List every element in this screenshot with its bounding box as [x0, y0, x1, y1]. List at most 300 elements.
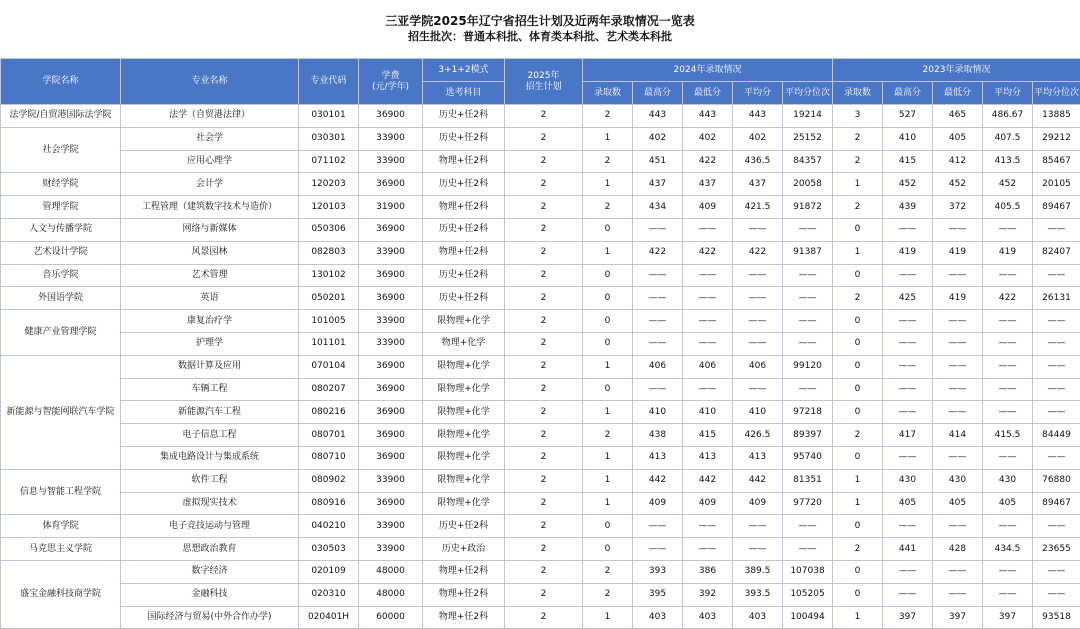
cell-plan: 2: [505, 310, 583, 333]
cell-major: 社会学: [121, 127, 299, 150]
table-row: [1, 515, 1080, 538]
cell-2024-avg: 421.5: [733, 196, 783, 219]
cell-subjects: 历史+任2科: [423, 105, 505, 128]
table-row: [1, 150, 1080, 173]
cell-2024-count: 0: [583, 310, 633, 333]
col-2024-min: 最低分: [683, 82, 733, 105]
cell-2023-min: 405: [933, 127, 983, 150]
cell-2024-min: 409: [683, 196, 733, 219]
cell-2024-rank: 19214: [783, 105, 833, 128]
cell-subjects: 物理+任2科: [423, 196, 505, 219]
cell-code: 130102: [299, 264, 359, 287]
col-subjects: 选考科目: [423, 82, 505, 105]
col-fee: 学费 (元/学年): [359, 59, 423, 105]
cell-2024-count: 2: [583, 583, 633, 606]
cell-2023-avg: 452: [983, 173, 1033, 196]
cell-2024-max: 413: [633, 446, 683, 469]
cell-2023-count: 2: [833, 127, 883, 150]
cell-major: 电子竞技运动与管理: [121, 515, 299, 538]
cell-code: 080916: [299, 492, 359, 515]
cell-2023-avg: 430: [983, 469, 1033, 492]
cell-2023-count: 1: [833, 173, 883, 196]
cell-major: 康复治疗学: [121, 310, 299, 333]
cell-2023-count: 1: [833, 241, 883, 264]
cell-2023-rank: ——: [1033, 310, 1080, 333]
cell-2023-min: 419: [933, 287, 983, 310]
cell-code: 080207: [299, 378, 359, 401]
cell-2024-rank: ——: [783, 287, 833, 310]
cell-major: 电子信息工程: [121, 424, 299, 447]
cell-2024-min: 422: [683, 150, 733, 173]
cell-2023-min: ——: [933, 218, 983, 241]
cell-college: 健康产业管理学院: [1, 310, 121, 356]
cell-code: 040210: [299, 515, 359, 538]
cell-2024-max: 403: [633, 606, 683, 629]
cell-plan: 2: [505, 469, 583, 492]
cell-2024-min: 403: [683, 606, 733, 629]
cell-2024-count: 1: [583, 492, 633, 515]
cell-2023-min: ——: [933, 515, 983, 538]
cell-2024-min: 413: [683, 446, 733, 469]
cell-2024-rank: 84357: [783, 150, 833, 173]
cell-code: 101005: [299, 310, 359, 333]
cell-fee: 36900: [359, 264, 423, 287]
cell-2023-count: 1: [833, 606, 883, 629]
cell-2023-min: ——: [933, 583, 983, 606]
cell-2024-avg: ——: [733, 538, 783, 561]
cell-2024-rank: ——: [783, 218, 833, 241]
cell-code: 050306: [299, 218, 359, 241]
cell-2024-rank: 91387: [783, 241, 833, 264]
table-row: [1, 287, 1080, 310]
cell-college: 社会学院: [1, 127, 121, 173]
cell-2023-min: 412: [933, 150, 983, 173]
table-row: [1, 218, 1080, 241]
cell-plan: 2: [505, 560, 583, 583]
cell-2024-avg: 409: [733, 492, 783, 515]
cell-2023-min: 414: [933, 424, 983, 447]
cell-2023-count: 0: [833, 218, 883, 241]
cell-fee: 33900: [359, 241, 423, 264]
cell-2024-rank: 20058: [783, 173, 833, 196]
cell-2023-min: 405: [933, 492, 983, 515]
cell-2023-max: ——: [883, 560, 933, 583]
cell-2024-count: 0: [583, 515, 633, 538]
cell-2024-min: 402: [683, 127, 733, 150]
cell-2023-max: 419: [883, 241, 933, 264]
cell-2023-rank: 23655: [1033, 538, 1080, 561]
cell-2024-max: ——: [633, 332, 683, 355]
cell-2024-rank: 97218: [783, 401, 833, 424]
cell-major: 法学（自贸港法律）: [121, 105, 299, 128]
table-row: [1, 332, 1080, 355]
cell-2024-max: 395: [633, 583, 683, 606]
cell-2024-max: 437: [633, 173, 683, 196]
cell-code: 080902: [299, 469, 359, 492]
cell-2023-count: 1: [833, 492, 883, 515]
cell-2024-count: 2: [583, 105, 633, 128]
cell-2023-rank: 85467: [1033, 150, 1080, 173]
cell-major: 软件工程: [121, 469, 299, 492]
col-2024-max: 最高分: [633, 82, 683, 105]
cell-major: 车辆工程: [121, 378, 299, 401]
cell-2023-avg: ——: [983, 560, 1033, 583]
cell-2023-avg: 422: [983, 287, 1033, 310]
cell-fee: 33900: [359, 127, 423, 150]
cell-subjects: 物理+任2科: [423, 560, 505, 583]
cell-2023-avg: ——: [983, 332, 1033, 355]
cell-2023-avg: ——: [983, 583, 1033, 606]
cell-2024-count: 0: [583, 332, 633, 355]
cell-2024-min: 437: [683, 173, 733, 196]
cell-2024-rank: 105205: [783, 583, 833, 606]
cell-2024-avg: ——: [733, 287, 783, 310]
cell-2023-min: 430: [933, 469, 983, 492]
cell-2024-max: 443: [633, 105, 683, 128]
cell-2023-avg: ——: [983, 310, 1033, 333]
cell-fee: 36900: [359, 355, 423, 378]
cell-college: 艺术设计学院: [1, 241, 121, 264]
cell-2023-rank: 82407: [1033, 241, 1080, 264]
cell-code: 030301: [299, 127, 359, 150]
cell-plan: 2: [505, 492, 583, 515]
cell-college: 信息与智能工程学院: [1, 469, 121, 515]
cell-2024-count: 1: [583, 469, 633, 492]
cell-plan: 2: [505, 538, 583, 561]
table-row: [1, 127, 1080, 150]
cell-2024-count: 0: [583, 538, 633, 561]
cell-2024-count: 1: [583, 401, 633, 424]
cell-plan: 2: [505, 241, 583, 264]
cell-2024-rank: 81351: [783, 469, 833, 492]
cell-subjects: 限物理+化学: [423, 355, 505, 378]
cell-college: 财经学院: [1, 173, 121, 196]
cell-2024-avg: 437: [733, 173, 783, 196]
cell-2024-count: 1: [583, 173, 633, 196]
cell-2024-avg: 436.5: [733, 150, 783, 173]
col-2024-count: 录取数: [583, 82, 633, 105]
cell-college: 音乐学院: [1, 264, 121, 287]
cell-2023-avg: 407.5: [983, 127, 1033, 150]
cell-2023-min: ——: [933, 264, 983, 287]
cell-2024-avg: ——: [733, 378, 783, 401]
table-row: [1, 606, 1080, 629]
col-major: 专业名称: [121, 59, 299, 105]
cell-2023-avg: 405: [983, 492, 1033, 515]
cell-2023-avg: 419: [983, 241, 1033, 264]
cell-2024-rank: 99120: [783, 355, 833, 378]
cell-fee: 36900: [359, 446, 423, 469]
table-row: [1, 560, 1080, 583]
cell-2023-count: 2: [833, 424, 883, 447]
cell-2024-count: 2: [583, 424, 633, 447]
cell-2023-rank: ——: [1033, 378, 1080, 401]
col-2024-rank: 平均分位次: [783, 82, 833, 105]
cell-2024-rank: ——: [783, 264, 833, 287]
table-row: [1, 241, 1080, 264]
cell-2023-count: 0: [833, 446, 883, 469]
cell-2023-count: 0: [833, 264, 883, 287]
cell-2024-min: ——: [683, 264, 733, 287]
cell-2024-avg: 410: [733, 401, 783, 424]
admission-table: [0, 58, 1080, 629]
cell-subjects: 限物理+化学: [423, 469, 505, 492]
cell-fee: 36900: [359, 378, 423, 401]
cell-2024-min: 410: [683, 401, 733, 424]
cell-plan: 2: [505, 150, 583, 173]
cell-2023-min: 397: [933, 606, 983, 629]
cell-2023-min: ——: [933, 401, 983, 424]
cell-2023-max: ——: [883, 378, 933, 401]
cell-2023-rank: 29212: [1033, 127, 1080, 150]
cell-2023-count: 0: [833, 310, 883, 333]
cell-college: 管理学院: [1, 196, 121, 219]
cell-2024-min: 443: [683, 105, 733, 128]
cell-code: 120203: [299, 173, 359, 196]
cell-2024-min: ——: [683, 310, 733, 333]
cell-2024-count: 2: [583, 150, 633, 173]
cell-2023-count: 2: [833, 150, 883, 173]
cell-2023-count: 0: [833, 332, 883, 355]
cell-2023-rank: ——: [1033, 583, 1080, 606]
cell-2024-rank: ——: [783, 515, 833, 538]
cell-2023-rank: ——: [1033, 515, 1080, 538]
cell-plan: 2: [505, 378, 583, 401]
col-2023-count: 录取数: [833, 82, 883, 105]
cell-college: 体育学院: [1, 515, 121, 538]
cell-2023-rank: 76880: [1033, 469, 1080, 492]
cell-2023-min: ——: [933, 355, 983, 378]
cell-2024-max: ——: [633, 378, 683, 401]
cell-fee: 33900: [359, 538, 423, 561]
cell-2024-count: 1: [583, 127, 633, 150]
cell-2023-avg: ——: [983, 446, 1033, 469]
cell-2023-avg: 405.5: [983, 196, 1033, 219]
cell-fee: 33900: [359, 150, 423, 173]
cell-plan: 2: [505, 515, 583, 538]
cell-college: 新能源与智能网联汽车学院: [1, 355, 121, 469]
cell-2024-rank: 89397: [783, 424, 833, 447]
cell-2024-avg: ——: [733, 264, 783, 287]
cell-2024-max: 406: [633, 355, 683, 378]
cell-2024-avg: 389.5: [733, 560, 783, 583]
cell-2023-rank: ——: [1033, 264, 1080, 287]
cell-subjects: 物理+任2科: [423, 606, 505, 629]
col-2024: 2024年录取情况: [583, 59, 833, 82]
cell-2024-min: ——: [683, 218, 733, 241]
cell-major: 风景园林: [121, 241, 299, 264]
cell-2024-avg: ——: [733, 515, 783, 538]
cell-code: 082803: [299, 241, 359, 264]
cell-subjects: 历史+任2科: [423, 515, 505, 538]
cell-2023-max: 441: [883, 538, 933, 561]
cell-2024-max: 422: [633, 241, 683, 264]
cell-2024-count: 2: [583, 560, 633, 583]
cell-code: 120103: [299, 196, 359, 219]
cell-college: 盛宝金融科技商学院: [1, 560, 121, 628]
cell-plan: 2: [505, 401, 583, 424]
cell-2023-max: 425: [883, 287, 933, 310]
table-row: [1, 469, 1080, 492]
cell-2024-avg: 406: [733, 355, 783, 378]
cell-2023-rank: 89467: [1033, 492, 1080, 515]
cell-2024-max: 393: [633, 560, 683, 583]
cell-2023-rank: 26131: [1033, 287, 1080, 310]
cell-2024-max: ——: [633, 218, 683, 241]
cell-subjects: 历史+任2科: [423, 173, 505, 196]
cell-fee: 48000: [359, 583, 423, 606]
cell-2023-avg: 434.5: [983, 538, 1033, 561]
cell-fee: 33900: [359, 310, 423, 333]
cell-code: 020109: [299, 560, 359, 583]
cell-2023-min: 428: [933, 538, 983, 561]
cell-2023-count: 0: [833, 355, 883, 378]
cell-2023-rank: ——: [1033, 446, 1080, 469]
cell-2023-max: 397: [883, 606, 933, 629]
cell-2024-min: 406: [683, 355, 733, 378]
col-plan: 2025年 招生计划: [505, 59, 583, 105]
cell-subjects: 物理+任2科: [423, 241, 505, 264]
table-row: [1, 355, 1080, 378]
cell-plan: 2: [505, 218, 583, 241]
cell-major: 工程管理（建筑数字技术与造价）: [121, 196, 299, 219]
cell-2024-max: 442: [633, 469, 683, 492]
cell-2023-count: 2: [833, 287, 883, 310]
cell-2023-min: ——: [933, 378, 983, 401]
cell-2023-max: 415: [883, 150, 933, 173]
cell-2024-min: ——: [683, 538, 733, 561]
cell-2024-min: ——: [683, 378, 733, 401]
table-row: [1, 583, 1080, 606]
cell-code: 020310: [299, 583, 359, 606]
cell-major: 艺术管理: [121, 264, 299, 287]
cell-2023-max: ——: [883, 401, 933, 424]
col-2023-min: 最低分: [933, 82, 983, 105]
cell-2023-avg: 397: [983, 606, 1033, 629]
cell-2024-avg: 393.5: [733, 583, 783, 606]
cell-2023-count: 3: [833, 105, 883, 128]
cell-2023-min: ——: [933, 332, 983, 355]
cell-major: 应用心理学: [121, 150, 299, 173]
cell-2024-max: ——: [633, 538, 683, 561]
cell-2023-max: 417: [883, 424, 933, 447]
table-row: [1, 310, 1080, 333]
cell-2023-count: 0: [833, 583, 883, 606]
cell-2024-count: 1: [583, 446, 633, 469]
cell-2024-rank: 107038: [783, 560, 833, 583]
cell-code: 080710: [299, 446, 359, 469]
col-2024-avg: 平均分: [733, 82, 783, 105]
cell-subjects: 限物理+化学: [423, 446, 505, 469]
cell-code: 071102: [299, 150, 359, 173]
cell-major: 会计学: [121, 173, 299, 196]
table-row: [1, 492, 1080, 515]
cell-2023-count: 0: [833, 378, 883, 401]
cell-fee: 31900: [359, 196, 423, 219]
cell-2023-min: 452: [933, 173, 983, 196]
cell-2024-count: 2: [583, 196, 633, 219]
cell-2024-count: 1: [583, 241, 633, 264]
cell-subjects: 限物理+化学: [423, 401, 505, 424]
cell-2024-min: 392: [683, 583, 733, 606]
cell-2023-max: ——: [883, 583, 933, 606]
cell-2024-min: 415: [683, 424, 733, 447]
cell-2023-rank: 93518: [1033, 606, 1080, 629]
table-row: [1, 538, 1080, 561]
cell-2024-avg: 426.5: [733, 424, 783, 447]
cell-subjects: 历史+任2科: [423, 264, 505, 287]
cell-code: 030503: [299, 538, 359, 561]
cell-2023-max: 452: [883, 173, 933, 196]
cell-2023-rank: ——: [1033, 560, 1080, 583]
cell-2024-avg: 403: [733, 606, 783, 629]
cell-plan: 2: [505, 287, 583, 310]
cell-2023-max: ——: [883, 310, 933, 333]
cell-2023-count: 0: [833, 515, 883, 538]
cell-subjects: 物理+化学: [423, 332, 505, 355]
col-2023-max: 最高分: [883, 82, 933, 105]
cell-2023-avg: ——: [983, 355, 1033, 378]
title-block: [0, 0, 1080, 58]
cell-2024-min: ——: [683, 515, 733, 538]
cell-code: 030101: [299, 105, 359, 128]
cell-2023-max: 439: [883, 196, 933, 219]
cell-2023-max: ——: [883, 218, 933, 241]
cell-fee: 33900: [359, 469, 423, 492]
cell-2024-max: 402: [633, 127, 683, 150]
cell-2024-rank: 97720: [783, 492, 833, 515]
cell-plan: 2: [505, 332, 583, 355]
col-2023-avg: 平均分: [983, 82, 1033, 105]
cell-fee: 36900: [359, 492, 423, 515]
page-title: 三亚学院2025年辽宁省招生计划及近两年录取情况一览表: [385, 14, 695, 28]
cell-2024-min: ——: [683, 287, 733, 310]
cell-2024-rank: 95740: [783, 446, 833, 469]
cell-subjects: 物理+任2科: [423, 583, 505, 606]
cell-2023-avg: 415.5: [983, 424, 1033, 447]
cell-2023-count: 1: [833, 469, 883, 492]
col-2023-rank: 平均分位次: [1033, 82, 1080, 105]
cell-2023-count: 2: [833, 196, 883, 219]
cell-2024-rank: ——: [783, 538, 833, 561]
cell-2024-avg: 442: [733, 469, 783, 492]
cell-2023-avg: 486.67: [983, 105, 1033, 128]
table-row: [1, 196, 1080, 219]
cell-2024-max: 438: [633, 424, 683, 447]
cell-2024-avg: ——: [733, 218, 783, 241]
cell-fee: 36900: [359, 173, 423, 196]
cell-code: 050201: [299, 287, 359, 310]
cell-subjects: 限物理+化学: [423, 310, 505, 333]
cell-subjects: 历史+任2科: [423, 287, 505, 310]
cell-fee: 36900: [359, 218, 423, 241]
cell-fee: 36900: [359, 401, 423, 424]
cell-2024-avg: ——: [733, 310, 783, 333]
cell-major: 新能源汽车工程: [121, 401, 299, 424]
cell-2024-rank: ——: [783, 378, 833, 401]
cell-2023-rank: 20105: [1033, 173, 1080, 196]
cell-major: 思想政治教育: [121, 538, 299, 561]
cell-2024-avg: ——: [733, 332, 783, 355]
table-row: [1, 424, 1080, 447]
cell-fee: 48000: [359, 560, 423, 583]
cell-college: 法学院/自贸港国际法学院: [1, 105, 121, 128]
cell-2024-max: ——: [633, 287, 683, 310]
cell-2023-max: ——: [883, 355, 933, 378]
cell-college: 马克思主义学院: [1, 538, 121, 561]
cell-2023-max: ——: [883, 446, 933, 469]
cell-2024-max: ——: [633, 310, 683, 333]
